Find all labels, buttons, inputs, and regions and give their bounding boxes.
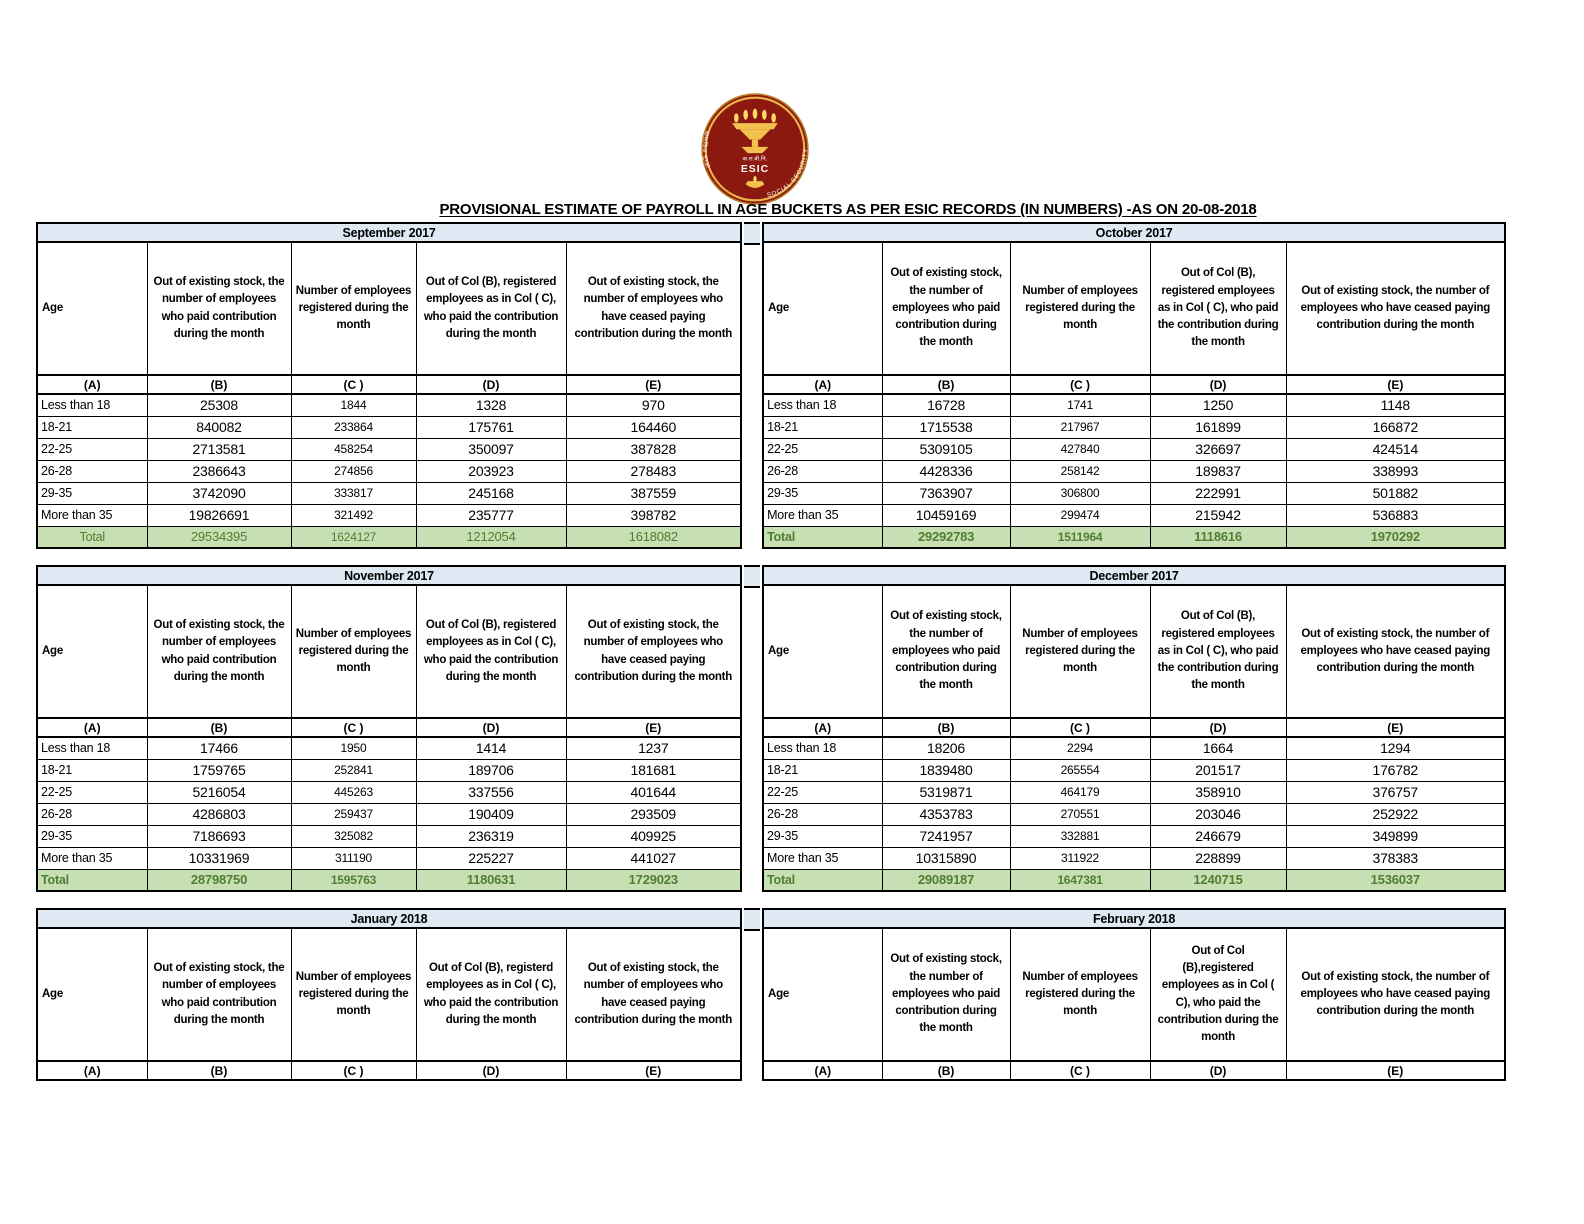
header-paid-contribution: Out of existing stock, the number of employees who paid contribution during the month xyxy=(147,585,291,718)
header-registered-paid: Out of Col (B), registered employees as in Col ( C), who paid the contribution during the month xyxy=(1150,242,1286,375)
header-paid-contribution: Out of existing stock, the number of employees who paid contribution during the month xyxy=(147,242,291,375)
value-b-cell: 840082 xyxy=(147,416,291,438)
age-bucket-cell: 22-25 xyxy=(37,781,147,803)
value-c-cell: 332881 xyxy=(1010,825,1150,847)
value-d-cell: 337556 xyxy=(416,781,566,803)
col-label-e: (E) xyxy=(1286,375,1505,394)
col-label-b: (B) xyxy=(147,1061,291,1080)
table-row xyxy=(763,438,1505,460)
month-title: November 2017 xyxy=(37,566,741,585)
age-bucket-cell: 29-35 xyxy=(763,825,882,847)
value-e-cell: 441027 xyxy=(566,847,741,869)
table-row xyxy=(37,781,741,803)
header-registered: Number of employees registered during the month xyxy=(291,585,416,718)
month-title: January 2018 xyxy=(37,909,741,928)
value-d-cell: 190409 xyxy=(416,803,566,825)
month-table xyxy=(762,222,1506,549)
table-row xyxy=(763,416,1505,438)
month-table xyxy=(762,908,1506,1081)
value-d-cell: 201517 xyxy=(1150,759,1286,781)
value-e-cell: 378383 xyxy=(1286,847,1505,869)
value-d-cell: 161899 xyxy=(1150,416,1286,438)
value-e-cell: 501882 xyxy=(1286,482,1505,504)
value-c-cell: 299474 xyxy=(1010,504,1150,526)
header-ceased-paying: Out of existing stock, the number of employees who have ceased paying contribution during the month xyxy=(566,585,741,718)
header-ceased-paying: Out of existing stock, the number of employees who have ceased paying contribution during the month xyxy=(1286,242,1505,375)
value-e-cell: 278483 xyxy=(566,460,741,482)
total-d-cell: 1118616 xyxy=(1150,526,1286,548)
value-b-cell: 1839480 xyxy=(882,759,1010,781)
total-row xyxy=(37,526,741,548)
value-d-cell: 225227 xyxy=(416,847,566,869)
value-c-cell: 458254 xyxy=(291,438,416,460)
value-d-cell: 1414 xyxy=(416,737,566,759)
total-e-cell: 1729023 xyxy=(566,869,741,891)
value-c-cell: 258142 xyxy=(1010,460,1150,482)
total-d-cell: 1240715 xyxy=(1150,869,1286,891)
value-b-cell: 4286803 xyxy=(147,803,291,825)
value-d-cell: 235777 xyxy=(416,504,566,526)
col-label-a: (A) xyxy=(37,1061,147,1080)
value-e-cell: 387559 xyxy=(566,482,741,504)
value-d-cell: 358910 xyxy=(1150,781,1286,803)
col-label-c: (C ) xyxy=(291,375,416,394)
header-registered-paid: Out of Col (B), registered employees as in Col ( C), who paid the contribution during the month xyxy=(1150,585,1286,718)
value-b-cell: 5309105 xyxy=(882,438,1010,460)
value-d-cell: 246679 xyxy=(1150,825,1286,847)
col-label-a: (A) xyxy=(763,1061,882,1080)
value-d-cell: 175761 xyxy=(416,416,566,438)
total-c-cell: 1624127 xyxy=(291,526,416,548)
table-body xyxy=(763,394,1505,548)
age-bucket-cell: Less than 18 xyxy=(37,394,147,416)
value-c-cell: 321492 xyxy=(291,504,416,526)
value-e-cell: 166872 xyxy=(1286,416,1505,438)
age-bucket-cell: 22-25 xyxy=(763,781,882,803)
table-row xyxy=(37,394,741,416)
header-ceased-paying: Out of existing stock, the number of employees who have ceased paying contribution during the month xyxy=(566,242,741,375)
value-b-cell: 10331969 xyxy=(147,847,291,869)
table-row xyxy=(37,737,741,759)
value-b-cell: 1759765 xyxy=(147,759,291,781)
esic-logo xyxy=(700,93,810,205)
table-connector-strip xyxy=(744,222,760,245)
value-e-cell: 536883 xyxy=(1286,504,1505,526)
col-label-d: (D) xyxy=(1150,375,1286,394)
age-bucket-cell: 18-21 xyxy=(37,759,147,781)
header-age: Age xyxy=(763,928,882,1061)
total-row xyxy=(763,526,1505,548)
value-e-cell: 181681 xyxy=(566,759,741,781)
value-d-cell: 350097 xyxy=(416,438,566,460)
age-bucket-cell: More than 35 xyxy=(37,504,147,526)
value-b-cell: 4353783 xyxy=(882,803,1010,825)
table-row xyxy=(37,847,741,869)
table-slot-november xyxy=(36,565,742,892)
value-c-cell: 311190 xyxy=(291,847,416,869)
value-c-cell: 265554 xyxy=(1010,759,1150,781)
age-bucket-cell: 26-28 xyxy=(37,460,147,482)
value-c-cell: 445263 xyxy=(291,781,416,803)
total-b-cell: 28798750 xyxy=(147,869,291,891)
table-row xyxy=(763,394,1505,416)
value-b-cell: 16728 xyxy=(882,394,1010,416)
table-body xyxy=(37,394,741,548)
value-c-cell: 306800 xyxy=(1010,482,1150,504)
value-d-cell: 1664 xyxy=(1150,737,1286,759)
total-b-cell: 29089187 xyxy=(882,869,1010,891)
total-e-cell: 1970292 xyxy=(1286,526,1505,548)
table-connector-strip xyxy=(744,908,760,931)
table-row xyxy=(37,482,741,504)
value-e-cell: 176782 xyxy=(1286,759,1505,781)
value-e-cell: 164460 xyxy=(566,416,741,438)
value-b-cell: 25308 xyxy=(147,394,291,416)
logo-hindi-abbr: क.रा.बी.नि. xyxy=(742,156,768,163)
value-e-cell: 1294 xyxy=(1286,737,1505,759)
table-row xyxy=(37,438,741,460)
table-slot-december xyxy=(762,565,1506,892)
value-e-cell: 401644 xyxy=(566,781,741,803)
age-bucket-cell: More than 35 xyxy=(763,504,882,526)
table-row xyxy=(763,781,1505,803)
value-e-cell: 1237 xyxy=(566,737,741,759)
value-b-cell: 5216054 xyxy=(147,781,291,803)
table-gap xyxy=(742,908,762,931)
header-registered: Number of employees registered during the month xyxy=(291,242,416,375)
age-bucket-cell: Less than 18 xyxy=(763,394,882,416)
total-e-cell: 1618082 xyxy=(566,526,741,548)
value-c-cell: 259437 xyxy=(291,803,416,825)
value-b-cell: 18206 xyxy=(882,737,1010,759)
age-bucket-cell: 29-35 xyxy=(37,482,147,504)
total-c-cell: 1511964 xyxy=(1010,526,1150,548)
table-row xyxy=(763,482,1505,504)
col-label-b: (B) xyxy=(882,375,1010,394)
header-registered-paid: Out of Col (B),registered employees as in Col ( C), who paid the contribution during the month xyxy=(1150,928,1286,1061)
header-paid-contribution: Out of existing stock, the number of employees who paid contribution during the month xyxy=(882,928,1010,1061)
value-e-cell: 349899 xyxy=(1286,825,1505,847)
table-row xyxy=(763,504,1505,526)
table-row xyxy=(763,803,1505,825)
value-b-cell: 10315890 xyxy=(882,847,1010,869)
value-b-cell: 2713581 xyxy=(147,438,291,460)
logo-esic-text: ESIC xyxy=(740,163,770,175)
month-title: December 2017 xyxy=(763,566,1505,585)
value-d-cell: 222991 xyxy=(1150,482,1286,504)
value-d-cell: 203923 xyxy=(416,460,566,482)
value-e-cell: 252922 xyxy=(1286,803,1505,825)
table-slot-september xyxy=(36,222,742,549)
age-bucket-cell: 26-28 xyxy=(763,803,882,825)
value-b-cell: 7241957 xyxy=(882,825,1010,847)
col-label-d: (D) xyxy=(1150,718,1286,737)
value-e-cell: 376757 xyxy=(1286,781,1505,803)
value-d-cell: 189706 xyxy=(416,759,566,781)
table-row xyxy=(763,737,1505,759)
value-c-cell: 333817 xyxy=(291,482,416,504)
value-d-cell: 236319 xyxy=(416,825,566,847)
col-label-e: (E) xyxy=(1286,1061,1505,1080)
header-paid-contribution: Out of existing stock, the number of employees who paid contribution during the month xyxy=(882,242,1010,375)
value-c-cell: 217967 xyxy=(1010,416,1150,438)
table-row xyxy=(37,825,741,847)
total-label-cell: Total xyxy=(37,526,147,548)
col-label-c: (C ) xyxy=(1010,375,1150,394)
total-c-cell: 1647381 xyxy=(1010,869,1150,891)
month-table xyxy=(36,565,742,892)
logo-social-security-text: SOCIAL SECURITY xyxy=(766,147,810,200)
value-b-cell: 7186693 xyxy=(147,825,291,847)
table-slot-january xyxy=(36,908,742,1081)
header-registered-paid: Out of Col (B), registered employees as in Col ( C), who paid the contribution during the month xyxy=(416,585,566,718)
age-bucket-cell: 22-25 xyxy=(37,438,147,460)
age-bucket-cell: More than 35 xyxy=(763,847,882,869)
value-c-cell: 1950 xyxy=(291,737,416,759)
value-b-cell: 17466 xyxy=(147,737,291,759)
header-ceased-paying: Out of existing stock, the number of employees who have ceased paying contribution during the month xyxy=(566,928,741,1061)
value-b-cell: 4428336 xyxy=(882,460,1010,482)
value-b-cell: 5319871 xyxy=(882,781,1010,803)
total-row xyxy=(763,869,1505,891)
value-d-cell: 228899 xyxy=(1150,847,1286,869)
col-label-c: (C ) xyxy=(291,718,416,737)
col-label-d: (D) xyxy=(416,1061,566,1080)
value-b-cell: 3742090 xyxy=(147,482,291,504)
value-b-cell: 1715538 xyxy=(882,416,1010,438)
table-row xyxy=(37,504,741,526)
tables-band-2 xyxy=(36,565,1506,892)
value-c-cell: 2294 xyxy=(1010,737,1150,759)
col-label-c: (C ) xyxy=(1010,718,1150,737)
value-d-cell: 326697 xyxy=(1150,438,1286,460)
month-title: September 2017 xyxy=(37,223,741,242)
value-c-cell: 427840 xyxy=(1010,438,1150,460)
logo-hindi-arc-text: सामाजिक सुरक्षा xyxy=(700,129,711,170)
header-registered: Number of employees registered during the month xyxy=(291,928,416,1061)
value-c-cell: 270551 xyxy=(1010,803,1150,825)
value-e-cell: 1148 xyxy=(1286,394,1505,416)
age-bucket-cell: 26-28 xyxy=(763,460,882,482)
total-label-cell: Total xyxy=(763,526,882,548)
col-label-a: (A) xyxy=(763,375,882,394)
value-e-cell: 424514 xyxy=(1286,438,1505,460)
total-b-cell: 29534395 xyxy=(147,526,291,548)
total-label-cell: Total xyxy=(37,869,147,891)
value-e-cell: 970 xyxy=(566,394,741,416)
value-b-cell: 2386643 xyxy=(147,460,291,482)
value-b-cell: 10459169 xyxy=(882,504,1010,526)
value-d-cell: 215942 xyxy=(1150,504,1286,526)
tables-band-1 xyxy=(36,222,1506,549)
value-c-cell: 1741 xyxy=(1010,394,1150,416)
table-body xyxy=(763,737,1505,891)
month-title: October 2017 xyxy=(763,223,1505,242)
table-gap xyxy=(742,222,762,245)
age-bucket-cell: Less than 18 xyxy=(763,737,882,759)
header-paid-contribution: Out of existing stock, the number of employees who paid contribution during the month xyxy=(147,928,291,1061)
value-c-cell: 274856 xyxy=(291,460,416,482)
header-registered-paid: Out of Col (B), registerd employees as in Col ( C), who paid the contribution during the month xyxy=(416,928,566,1061)
month-title: February 2018 xyxy=(763,909,1505,928)
age-bucket-cell: 18-21 xyxy=(37,416,147,438)
col-label-d: (D) xyxy=(416,718,566,737)
header-paid-contribution: Out of existing stock, the number of employees who paid contribution during the month xyxy=(882,585,1010,718)
table-row xyxy=(37,416,741,438)
header-ceased-paying: Out of existing stock, the number of employees who have ceased paying contribution during the month xyxy=(1286,585,1505,718)
header-ceased-paying: Out of existing stock, the number of employees who have ceased paying contribution during the month xyxy=(1286,928,1505,1061)
value-c-cell: 1844 xyxy=(291,394,416,416)
tables-band-3 xyxy=(36,908,1506,1081)
table-slot-october xyxy=(762,222,1506,549)
age-bucket-cell: 18-21 xyxy=(763,416,882,438)
header-registered: Number of employees registered during the month xyxy=(1010,242,1150,375)
age-bucket-cell: 18-21 xyxy=(763,759,882,781)
header-registered-paid: Out of Col (B), registered employees as in Col ( C), who paid the contribution during the month xyxy=(416,242,566,375)
value-e-cell: 398782 xyxy=(566,504,741,526)
value-b-cell: 7363907 xyxy=(882,482,1010,504)
col-label-b: (B) xyxy=(882,718,1010,737)
month-table xyxy=(36,222,742,549)
value-c-cell: 252841 xyxy=(291,759,416,781)
col-label-e: (E) xyxy=(1286,718,1505,737)
header-registered: Number of employees registered during the month xyxy=(1010,928,1150,1061)
table-row xyxy=(763,460,1505,482)
col-label-b: (B) xyxy=(147,718,291,737)
month-table xyxy=(762,565,1506,892)
value-c-cell: 325082 xyxy=(291,825,416,847)
age-bucket-cell: 26-28 xyxy=(37,803,147,825)
age-bucket-cell: 29-35 xyxy=(763,482,882,504)
col-label-b: (B) xyxy=(147,375,291,394)
age-bucket-cell: Less than 18 xyxy=(37,737,147,759)
age-bucket-cell: 29-35 xyxy=(37,825,147,847)
month-table xyxy=(36,908,742,1081)
age-bucket-cell: More than 35 xyxy=(37,847,147,869)
value-c-cell: 311922 xyxy=(1010,847,1150,869)
col-label-e: (E) xyxy=(566,718,741,737)
value-d-cell: 1250 xyxy=(1150,394,1286,416)
col-label-a: (A) xyxy=(37,718,147,737)
col-label-a: (A) xyxy=(763,718,882,737)
header-age: Age xyxy=(763,242,882,375)
table-row xyxy=(763,847,1505,869)
value-d-cell: 245168 xyxy=(416,482,566,504)
value-b-cell: 19826691 xyxy=(147,504,291,526)
header-registered: Number of employees registered during the month xyxy=(1010,585,1150,718)
table-row xyxy=(37,759,741,781)
col-label-a: (A) xyxy=(37,375,147,394)
table-gap xyxy=(742,565,762,588)
table-connector-strip xyxy=(744,565,760,588)
total-row xyxy=(37,869,741,891)
value-e-cell: 387828 xyxy=(566,438,741,460)
table-row xyxy=(763,759,1505,781)
value-d-cell: 203046 xyxy=(1150,803,1286,825)
value-c-cell: 464179 xyxy=(1010,781,1150,803)
col-label-e: (E) xyxy=(566,375,741,394)
header-age: Age xyxy=(37,242,147,375)
col-label-c: (C ) xyxy=(291,1061,416,1080)
value-e-cell: 293509 xyxy=(566,803,741,825)
header-age: Age xyxy=(37,585,147,718)
page-title: PROVISIONAL ESTIMATE OF PAYROLL IN AGE BUCKETS AS PER ESIC RECORDS (IN NUMBERS) -AS ON 20-08-2018 xyxy=(439,201,1257,218)
value-d-cell: 1328 xyxy=(416,394,566,416)
col-label-c: (C ) xyxy=(1010,1061,1150,1080)
total-d-cell: 1212054 xyxy=(416,526,566,548)
total-label-cell: Total xyxy=(763,869,882,891)
header-age: Age xyxy=(763,585,882,718)
table-row xyxy=(37,460,741,482)
header-age: Age xyxy=(37,928,147,1061)
table-body xyxy=(37,737,741,891)
total-b-cell: 29292783 xyxy=(882,526,1010,548)
value-d-cell: 189837 xyxy=(1150,460,1286,482)
table-row xyxy=(37,803,741,825)
value-e-cell: 409925 xyxy=(566,825,741,847)
col-label-b: (B) xyxy=(882,1061,1010,1080)
value-c-cell: 233864 xyxy=(291,416,416,438)
col-label-e: (E) xyxy=(566,1061,741,1080)
col-label-d: (D) xyxy=(416,375,566,394)
total-c-cell: 1595763 xyxy=(291,869,416,891)
table-slot-february xyxy=(762,908,1506,1081)
table-row xyxy=(763,825,1505,847)
total-d-cell: 1180631 xyxy=(416,869,566,891)
total-e-cell: 1536037 xyxy=(1286,869,1505,891)
age-bucket-cell: 22-25 xyxy=(763,438,882,460)
value-e-cell: 338993 xyxy=(1286,460,1505,482)
col-label-d: (D) xyxy=(1150,1061,1286,1080)
